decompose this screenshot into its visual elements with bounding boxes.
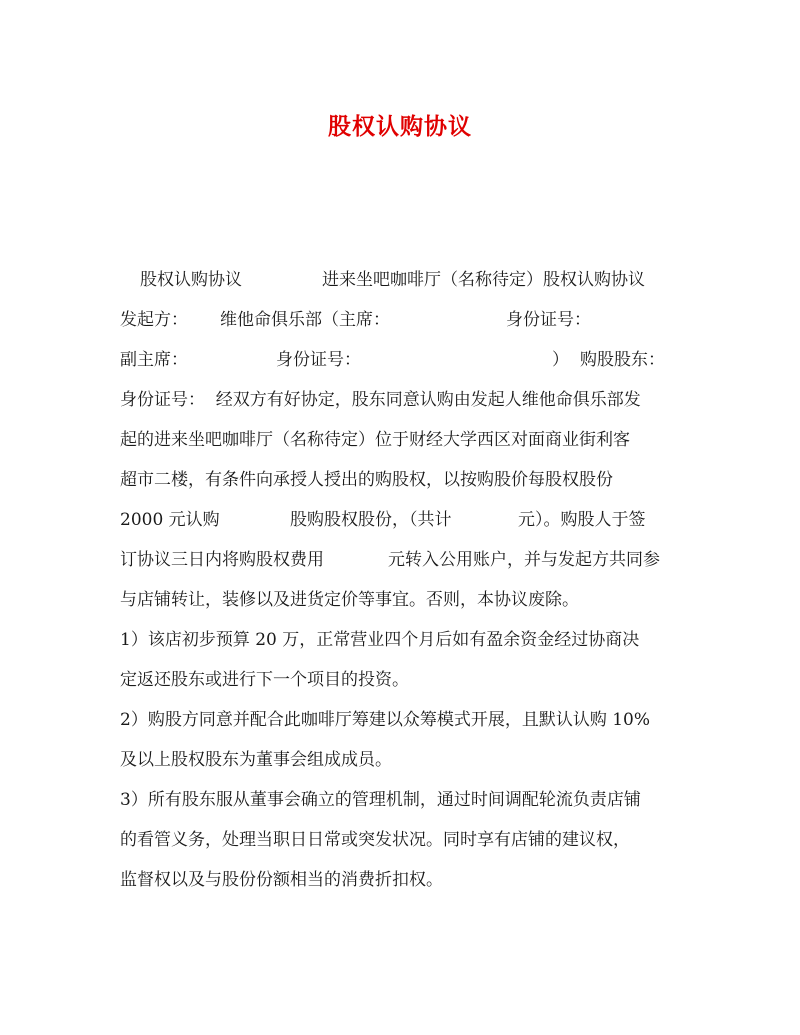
text-segment: 2）购股方同意并配合此咖啡厅筹建以众筹模式开展，且默认认购 10% xyxy=(120,710,651,730)
text-segment: 股购股权股份，（共计 xyxy=(290,510,452,530)
text-line xyxy=(120,380,690,420)
text-line xyxy=(120,780,690,820)
text-line xyxy=(120,740,690,780)
text-segment: 元）。购股人于签 xyxy=(518,510,646,530)
text-segment: 3）所有股东服从董事会确立的管理机制，通过时间调配轮流负责店铺 xyxy=(120,790,641,810)
text-line xyxy=(120,340,690,380)
text-line xyxy=(120,820,690,860)
text-segment: 副主席： xyxy=(120,350,188,370)
text-segment: 身份证号： xyxy=(276,350,361,370)
text-segment: 身份证号： 经双方有好协定，股东同意认购由发起人维他命俱乐部发 xyxy=(120,390,641,410)
text-segment: 进来坐吧咖啡厅（名称待定）股权认购协议 xyxy=(322,270,645,290)
text-line xyxy=(120,700,690,740)
text-line xyxy=(120,260,690,300)
text-segment: 与店铺转让，装修以及进货定价等事宜。否则，本协议废除。 xyxy=(120,590,579,610)
text-segment: 维他命俱乐部（主席： xyxy=(220,310,390,330)
text-segment: 监督权以及与股份份额相当的消费折扣权。 xyxy=(120,870,443,890)
text-segment: 股权认购协议 xyxy=(140,270,242,290)
text-line xyxy=(120,540,690,580)
text-line xyxy=(120,580,690,620)
text-line xyxy=(120,620,690,660)
text-segment: 定返还股东或进行下一个项目的投资。 xyxy=(120,670,409,690)
text-segment: 1）该店初步预算 20 万，正常营业四个月后如有盈余资金经过协商决 xyxy=(120,630,640,650)
text-line xyxy=(120,500,690,540)
text-segment: 购股股东： xyxy=(580,350,665,370)
text-segment: 身份证号： xyxy=(506,310,591,330)
text-line xyxy=(120,420,690,460)
text-line xyxy=(120,660,690,700)
text-segment: 订协议三日内将购股权费用 xyxy=(120,550,324,570)
text-segment: 起的进来坐吧咖啡厅（名称待定）位于财经大学西区对面商业街利客 xyxy=(120,430,630,450)
text-segment: 2000 元认购 xyxy=(120,510,220,530)
text-segment: 元转入公用账户，并与发起方共同参 xyxy=(388,550,660,570)
text-line xyxy=(120,300,690,340)
text-segment: 超市二楼，有条件向承授人授出的购股权，以按购股价每股权股份 xyxy=(120,470,613,490)
text-segment: ） xyxy=(552,350,569,370)
text-segment: 的看管义务，处理当职日日常或突发状况。同时享有店铺的建议权， xyxy=(120,830,630,850)
document-body xyxy=(120,260,690,900)
text-line xyxy=(120,860,690,900)
document-title: 股权认购协议 xyxy=(328,113,472,140)
text-segment: 及以上股权股东为董事会组成成员。 xyxy=(120,750,392,770)
text-line xyxy=(120,460,690,500)
text-segment: 发起方： xyxy=(120,310,188,330)
